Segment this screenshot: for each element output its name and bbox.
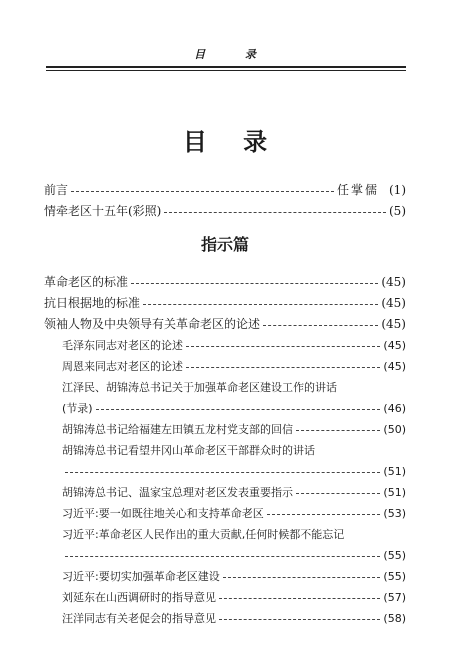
toc-subentry[interactable] [44,419,406,440]
toc-entry-page: (57) [383,591,406,604]
dot-leader [186,367,380,368]
toc-subentry[interactable] [44,587,406,608]
dot-leader [186,346,380,347]
toc-entry-page: (53) [383,507,406,520]
toc-subentry[interactable] [44,356,406,377]
toc-subentry[interactable] [44,566,406,587]
toc-entry-title: 领袖人物及中央领导有关革命老区的论述 [44,317,261,331]
toc-entry[interactable] [44,293,406,314]
toc-entry-page: (51) [383,486,406,499]
toc-subentry[interactable] [44,377,406,398]
toc-entry-page: (45) [381,275,406,289]
toc-entry-page: (5) [389,204,406,218]
toc-entry-title: 抗日根据地的标准 [44,296,141,310]
toc-entry-title: 革命老区的标准 [44,275,129,289]
dot-leader [296,493,380,494]
toc-entry-page: (46) [383,402,406,415]
toc-subentry-continuation[interactable] [44,461,406,482]
running-head: 目 录 [194,48,274,61]
toc-entry-title: 胡锦涛总书记给福建左田镇五龙村党支部的回信 [62,423,293,436]
toc-entry-title: 胡锦涛总书记、温家宝总理对老区发表重要指示 [62,486,293,499]
toc-entry-title: 周恩来同志对老区的论述 [62,360,183,373]
front-matter-list [44,180,406,222]
toc-entry-title: 习近平:要切实加强革命老区建设 [62,570,220,583]
toc-entry-page: (1) [389,183,406,197]
dot-leader [219,598,380,599]
section-title: 指示篇 [200,235,249,254]
toc-subentry[interactable] [44,482,406,503]
toc-entry-page: (45) [381,317,406,331]
toc-subentry[interactable] [44,608,406,629]
toc-entry-title: 胡锦涛总书记看望井冈山革命老区干部群众时的讲话 [62,444,315,457]
toc-entry-title: 毛泽东同志对老区的论述 [62,339,183,352]
toc-entry-title: 情牵老区十五年(彩照) [44,204,162,218]
toc-entry-title: 江泽民、胡锦涛总书记关于加强革命老区建设工作的讲话 [62,381,337,394]
toc-entry-title: 刘延东在山西调研时的指导意见 [62,591,216,604]
toc-entry-page: (58) [383,612,406,625]
toc-entry-title: 习近平:革命老区人民作出的重大贡献,任何时候都不能忘记 [62,528,345,541]
toc-subentry[interactable] [44,503,406,524]
toc-entry-page: (45) [383,360,406,373]
dot-leader [71,191,334,192]
dot-leader [65,556,380,557]
toc-entry-page: (55) [383,570,406,583]
dot-leader [263,325,378,326]
dot-leader [219,619,380,620]
toc-entry-page: (45) [381,296,406,310]
toc-entry-page: (45) [383,339,406,352]
dot-leader [65,472,380,473]
dot-leader [96,409,381,410]
toc-subentry[interactable] [44,524,406,545]
header-rule-thick [46,66,406,68]
toc-entry-title: (节录) [62,402,93,415]
toc-entry-title: 汪洋同志有关老促会的指导意见 [62,612,216,625]
toc-entry[interactable] [44,272,406,293]
dot-leader [164,212,386,213]
section-toc-list [44,272,406,629]
toc-entry-photos[interactable] [44,201,406,222]
toc-entry-page: (51) [383,465,406,478]
toc-entry-title: 习近平:要一如既往地关心和支持革命老区 [62,507,264,520]
toc-subentry[interactable] [44,440,406,461]
toc-entry-page: (50) [383,423,406,436]
page-title: 目 录 [182,127,282,156]
toc-subentry-continuation[interactable] [44,545,406,566]
toc-entry-preface[interactable] [44,180,406,201]
toc-entry-author: 任掌儒 [336,183,379,197]
dot-leader [143,304,378,305]
header-rule-thin [46,70,406,71]
toc-entry-title: 前言 [44,183,69,197]
toc-subentry-continuation[interactable] [44,398,406,419]
dot-leader [223,577,381,578]
dot-leader [131,283,378,284]
dot-leader [267,514,381,515]
toc-entry-page: (55) [383,549,406,562]
dot-leader [296,430,380,431]
toc-entry[interactable] [44,314,406,335]
toc-subentry[interactable] [44,335,406,356]
